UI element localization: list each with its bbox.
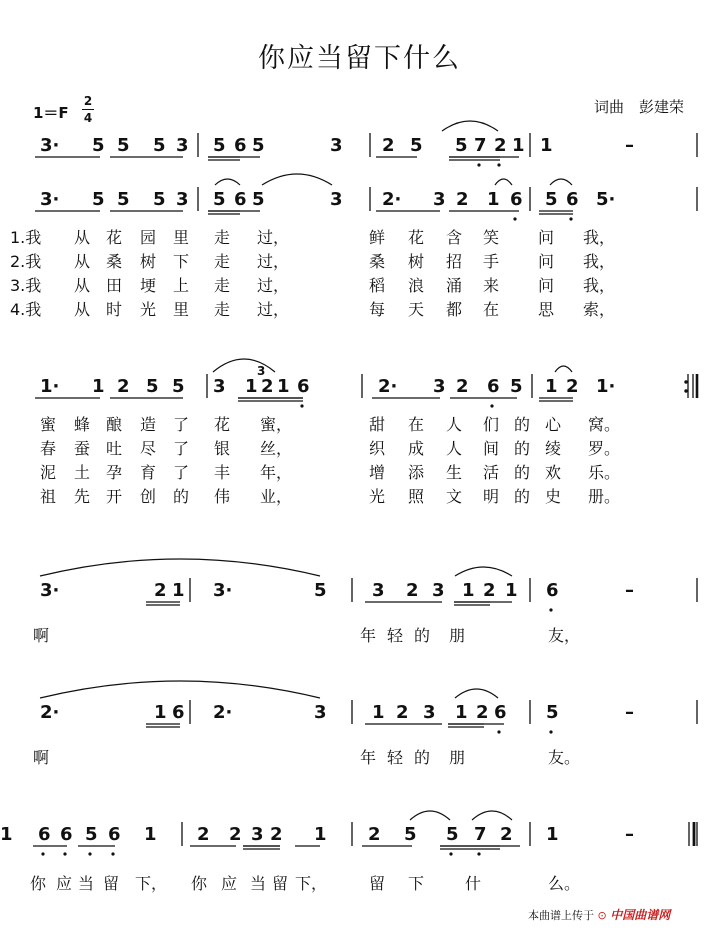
note-0-1-3: 3 — [330, 135, 343, 156]
lower-octave-dot — [111, 852, 114, 855]
note-0-2-1: 5 — [410, 135, 423, 156]
lyric-2-3-8: 照 — [408, 487, 425, 506]
note-5-0-1: 6 — [60, 824, 73, 845]
lyric-1-2-7: 稻 — [369, 276, 386, 295]
lyric-1-0-2: 花 — [106, 228, 123, 247]
lyric-2-0-9: 人 — [446, 415, 463, 434]
note-2-3-1: 2 — [566, 376, 579, 397]
note-1-2-3: 1 — [487, 189, 500, 210]
lyric-2-0-3: 造 — [140, 415, 157, 434]
lyric-1-1-1: 从 — [74, 252, 91, 271]
note-5-3-0: 1 — [546, 824, 559, 845]
note-2-2-4: 5 — [510, 376, 523, 397]
lyric-1-2-11: 问 — [538, 276, 555, 295]
lyric-2-2-4: 了 — [173, 463, 190, 482]
lyric-1-1-11: 问 — [538, 252, 555, 271]
note-5-1-1: 2 — [229, 824, 242, 845]
lyric-1-3-5: 走 — [214, 300, 231, 319]
note-0-2-5: 1 — [512, 135, 525, 156]
lower-octave-dot — [549, 730, 552, 733]
lyric-2-0-8: 在 — [408, 415, 425, 434]
lyric-2-2-5: 丰 — [214, 463, 231, 482]
lyric-1-3-3: 光 — [140, 300, 157, 319]
note-3-2-5: 1 — [505, 580, 518, 601]
note-0-3-1: – — [625, 135, 634, 156]
note-4-0-2: 6 — [172, 702, 185, 723]
note-1-0-4: 3 — [176, 189, 189, 210]
note-2-2-1: 3 — [433, 376, 446, 397]
note-2-1-2: 2 — [261, 376, 274, 397]
key-signature: 1＝F — [33, 104, 69, 122]
lyric-1-3-4: 里 — [173, 300, 190, 319]
lyric-5-0-12: 什 — [465, 874, 482, 893]
lower-octave-dot — [477, 163, 480, 166]
lyric-1-1-5: 走 — [214, 252, 231, 271]
lyric-3-0-5: 友， — [548, 626, 581, 645]
lyric-2-3-4: 的 — [173, 487, 190, 506]
note-0-0-1: 5 — [92, 135, 105, 156]
lyric-3-0-4: 朋 — [449, 626, 466, 645]
lyric-2-3-3: 创 — [140, 487, 157, 506]
note-4-3-0: 5 — [546, 702, 559, 723]
lyric-2-3-12: 史 — [545, 487, 562, 506]
note-3-2-0: 3 — [372, 580, 385, 601]
lyric-2-3-5: 伟 — [214, 487, 231, 506]
triplet-mark: 3 — [257, 364, 266, 378]
lyric-2-2-12: 欢 — [545, 463, 562, 482]
note-3-3-0: 6 — [546, 580, 559, 601]
song-title: 你应当留下什么 — [258, 43, 461, 74]
lyric-5-0-6: 应 — [221, 874, 238, 893]
time-signature-top: 2 — [83, 94, 93, 108]
lyric-3-0-3: 的 — [414, 626, 431, 645]
slur-arc — [472, 811, 512, 820]
lyric-2-0-13: 窝。 — [588, 415, 621, 434]
lower-octave-dot — [490, 404, 493, 407]
note-3-2-3: 1 — [462, 580, 475, 601]
lyric-1-2-0: 3.我 — [10, 276, 42, 295]
note-0-2-0: 2 — [382, 135, 395, 156]
note-3-0-2: 1 — [172, 580, 185, 601]
lyric-1-1-2: 桑 — [106, 252, 123, 271]
note-2-0-1: 1 — [92, 376, 105, 397]
note-5-2-0: 2 — [368, 824, 381, 845]
lyric-2-1-10: 间 — [483, 439, 500, 458]
note-5-1-3: 2 — [270, 824, 283, 845]
lyric-2-1-6: 丝， — [260, 439, 293, 458]
lyric-1-3-1: 从 — [74, 300, 91, 319]
lyric-3-0-2: 轻 — [387, 626, 404, 645]
note-4-2-1: 2 — [396, 702, 409, 723]
lyric-5-0-8: 留 — [272, 874, 289, 893]
note-0-0-4: 3 — [176, 135, 189, 156]
note-1-2-1: 3 — [433, 189, 446, 210]
lyric-1-1-9: 招 — [446, 252, 463, 271]
lyric-2-1-5: 银 — [214, 439, 231, 458]
note-1-1-1: 6 — [234, 189, 247, 210]
note-0-2-3: 7 — [474, 135, 487, 156]
lyric-2-3-9: 文 — [446, 487, 463, 506]
repeat-dot — [684, 380, 687, 383]
note-3-3-1: – — [625, 580, 634, 601]
slur-arc — [442, 121, 498, 131]
note-4-2-4: 2 — [476, 702, 489, 723]
lyric-1-2-1: 从 — [74, 276, 91, 295]
note-5-2-4: 2 — [500, 824, 513, 845]
note-1-0-3: 5 — [153, 189, 166, 210]
note-0-1-2: 5 — [252, 135, 265, 156]
lyric-2-0-7: 甜 — [369, 415, 386, 434]
lyric-1-2-12: 我， — [583, 276, 616, 295]
note-2-0-0: 1· — [40, 376, 60, 397]
time-signature-bottom: 4 — [83, 111, 93, 125]
lyric-1-1-8: 树 — [408, 252, 425, 271]
note-0-0-3: 5 — [153, 135, 166, 156]
lyric-2-1-2: 吐 — [106, 439, 123, 458]
note-2-0-2: 2 — [117, 376, 130, 397]
lyric-1-2-4: 上 — [173, 276, 190, 295]
slur-arc — [40, 559, 320, 576]
lyric-3-0-1: 年 — [360, 626, 377, 645]
note-1-1-2: 5 — [252, 189, 265, 210]
note-5-1-2: 3 — [251, 824, 264, 845]
note-5-2-1: 5 — [404, 824, 417, 845]
composer-credit: 词曲 彭建荣 — [594, 98, 685, 116]
lyric-2-2-2: 孕 — [106, 463, 123, 482]
lyric-2-3-13: 册。 — [588, 487, 621, 506]
note-4-0-1: 1 — [154, 702, 167, 723]
lyric-1-3-9: 都 — [446, 300, 463, 319]
lyric-5-0-7: 当 — [250, 874, 267, 893]
note-5-0-4: 1 — [144, 824, 157, 845]
note-4-0-0: 2· — [40, 702, 60, 723]
lyric-1-0-8: 花 — [408, 228, 425, 247]
lyric-1-3-11: 思 — [538, 300, 555, 319]
note-4-2-3: 1 — [455, 702, 468, 723]
lyric-5-0-3: 留 — [103, 874, 120, 893]
lyric-2-1-1: 蚕 — [74, 439, 91, 458]
note-5-0-2: 5 — [85, 824, 98, 845]
lyric-2-3-2: 开 — [106, 487, 123, 506]
note-2-2-0: 2· — [378, 376, 398, 397]
lyric-1-2-2: 田 — [106, 276, 123, 295]
lyric-4-0-0: 啊 — [33, 748, 50, 767]
lower-octave-dot — [41, 852, 44, 855]
lyric-1-3-8: 天 — [408, 300, 425, 319]
lyric-2-2-9: 生 — [446, 463, 463, 482]
lyric-1-3-10: 在 — [483, 300, 500, 319]
lower-octave-dot — [549, 608, 552, 611]
lyric-1-0-10: 笑 — [483, 228, 500, 247]
lyric-2-0-5: 花 — [214, 415, 231, 434]
lower-octave-dot — [63, 852, 66, 855]
lyric-2-1-3: 尽 — [140, 439, 157, 458]
upload-footer — [528, 906, 670, 923]
lyric-1-1-6: 过， — [257, 252, 290, 271]
lyric-2-2-13: 乐。 — [588, 463, 621, 482]
lyric-4-0-4: 朋 — [449, 748, 466, 767]
note-2-2-2: 2 — [456, 376, 469, 397]
note-1-1-0: 5 — [213, 189, 226, 210]
lyric-2-3-11: 的 — [514, 487, 531, 506]
note-2-1-4: 6 — [297, 376, 310, 397]
note-0-1-0: 5 — [213, 135, 226, 156]
slur-arc — [555, 366, 572, 372]
footer-text: 本曲谱上传于 — [528, 909, 594, 922]
lyric-3-0-0: 啊 — [33, 626, 50, 645]
note-0-2-4: 2 — [494, 135, 507, 156]
lyric-5-0-4: 下， — [135, 874, 168, 893]
lyric-2-2-1: 土 — [74, 463, 91, 482]
lyric-1-1-0: 2.我 — [10, 252, 42, 271]
lyric-2-0-2: 酿 — [106, 415, 123, 434]
note-1-2-2: 2 — [456, 189, 469, 210]
note-4-2-5: 6 — [494, 702, 507, 723]
lyric-2-0-10: 们 — [483, 415, 500, 434]
note-1-0-1: 5 — [92, 189, 105, 210]
note-5-0-0: 6 — [38, 824, 51, 845]
lyric-2-1-7: 织 — [369, 439, 386, 458]
note-5-1-0: 2 — [197, 824, 210, 845]
note-1-0-2: 5 — [117, 189, 130, 210]
lyric-4-0-1: 年 — [360, 748, 377, 767]
lower-octave-dot — [569, 217, 572, 220]
note-0-0-2: 5 — [117, 135, 130, 156]
lyric-1-1-4: 下 — [173, 252, 190, 271]
lyric-5-0-5: 你 — [191, 874, 208, 893]
lower-octave-dot — [300, 404, 303, 407]
note-2-1-3: 1 — [277, 376, 290, 397]
slur-arc — [495, 179, 512, 185]
lyric-4-0-5: 友。 — [548, 748, 581, 767]
note-1-3-2: 5· — [596, 189, 616, 210]
lyric-1-2-6: 过， — [257, 276, 290, 295]
lyric-2-2-8: 添 — [408, 463, 425, 482]
lyric-5-0-10: 留 — [369, 874, 386, 893]
lyric-2-1-0: 春 — [40, 439, 57, 458]
lyric-1-0-7: 鲜 — [369, 228, 386, 247]
note-2-3-2: 1· — [596, 376, 616, 397]
note-0-2-2: 5 — [455, 135, 468, 156]
note-2-1-0: 3 — [213, 376, 226, 397]
lyric-2-0-6: 蜜， — [260, 415, 293, 434]
slur-arc — [215, 179, 240, 185]
note-5-2-2: 5 — [446, 824, 459, 845]
note-2-0-3: 5 — [146, 376, 159, 397]
lyric-2-2-10: 活 — [483, 463, 500, 482]
lyric-1-3-12: 索， — [583, 300, 616, 319]
note-2-0-4: 5 — [172, 376, 185, 397]
lyric-1-3-7: 每 — [369, 300, 386, 319]
note-3-2-4: 2 — [483, 580, 496, 601]
note-1-1-3: 3 — [330, 189, 343, 210]
note-2-1-1: 1 — [245, 376, 258, 397]
lyric-1-0-12: 我， — [583, 228, 616, 247]
note-1-0-0: 3· — [40, 189, 60, 210]
lyric-1-1-3: 树 — [140, 252, 157, 271]
lyric-2-2-0: 泥 — [40, 463, 57, 482]
lyric-2-2-3: 育 — [140, 463, 157, 482]
lyric-1-3-6: 过， — [257, 300, 290, 319]
lyric-5-0-11: 下 — [408, 874, 425, 893]
lyric-1-0-11: 问 — [538, 228, 555, 247]
note-1-2-0: 2· — [382, 189, 402, 210]
lyric-1-2-3: 埂 — [140, 276, 157, 295]
lyric-2-0-1: 蜂 — [74, 415, 91, 434]
lyric-1-0-9: 含 — [446, 228, 463, 247]
lyric-5-0-0: 你 — [30, 874, 47, 893]
note-4-2-0: 1 — [372, 702, 385, 723]
lyric-2-0-12: 心 — [545, 415, 562, 434]
note-2-2-3: 6 — [487, 376, 500, 397]
repeat-dot — [684, 389, 687, 392]
lyric-5-0-1: 应 — [56, 874, 73, 893]
lyric-2-1-11: 的 — [514, 439, 531, 458]
slur-arc — [550, 179, 572, 185]
lyric-1-3-2: 时 — [106, 300, 123, 319]
lyric-2-0-11: 的 — [514, 415, 531, 434]
lyric-1-3-0: 4.我 — [10, 300, 42, 319]
lyric-5-0-9: 下， — [295, 874, 328, 893]
slur-arc — [455, 567, 512, 576]
note-5-2-5: 1 — [0, 824, 13, 845]
lyric-2-3-0: 祖 — [40, 487, 57, 506]
lyric-4-0-3: 的 — [414, 748, 431, 767]
lyric-1-0-0: 1.我 — [10, 228, 42, 247]
lyric-2-0-4: 了 — [173, 415, 190, 434]
lyric-2-2-6: 年， — [260, 463, 293, 482]
lower-octave-dot — [513, 217, 516, 220]
lyric-2-1-12: 绫 — [545, 439, 562, 458]
lyric-2-2-7: 增 — [369, 463, 386, 482]
lyric-2-3-6: 业， — [260, 487, 293, 506]
lyric-1-1-10: 手 — [483, 252, 500, 271]
note-3-1-1: 5 — [314, 580, 327, 601]
lower-octave-dot — [497, 730, 500, 733]
lyric-1-1-7: 桑 — [369, 252, 386, 271]
slur-arc — [213, 359, 275, 372]
lyric-1-0-5: 走 — [214, 228, 231, 247]
lyric-2-0-0: 蜜 — [40, 415, 57, 434]
lower-octave-dot — [88, 852, 91, 855]
lyric-1-2-9: 涌 — [446, 276, 463, 295]
slur-arc — [410, 811, 450, 820]
lyric-1-2-8: 浪 — [408, 276, 425, 295]
note-4-1-0: 2· — [213, 702, 233, 723]
slur-arc — [262, 174, 332, 185]
note-5-1-4: 1 — [314, 824, 327, 845]
lyric-2-1-13: 罗。 — [588, 439, 621, 458]
slur-arc — [40, 681, 320, 698]
note-1-2-4: 6 — [510, 189, 523, 210]
lyric-2-3-7: 光 — [369, 487, 386, 506]
note-1-3-1: 6 — [566, 189, 579, 210]
note-5-3-1: – — [625, 824, 634, 845]
note-2-3-0: 1 — [545, 376, 558, 397]
lower-octave-dot — [497, 163, 500, 166]
lower-octave-dot — [449, 852, 452, 855]
note-5-0-3: 6 — [108, 824, 121, 845]
lyric-1-0-3: 园 — [140, 228, 157, 247]
lyric-2-2-11: 的 — [514, 463, 531, 482]
lyric-2-3-1: 先 — [74, 487, 91, 506]
lyric-5-0-13: 么。 — [548, 874, 581, 893]
footer-brand: 中国曲谱网 — [610, 908, 671, 922]
note-0-0-0: 3· — [40, 135, 60, 156]
lyric-1-0-4: 里 — [173, 228, 190, 247]
note-0-1-1: 6 — [234, 135, 247, 156]
lyric-1-0-1: 从 — [74, 228, 91, 247]
note-4-3-1: – — [625, 702, 634, 723]
slur-arc — [455, 689, 498, 698]
lyric-2-1-9: 人 — [446, 439, 463, 458]
note-3-1-0: 3· — [213, 580, 233, 601]
note-1-3-0: 5 — [545, 189, 558, 210]
lyric-1-0-6: 过， — [257, 228, 290, 247]
lower-octave-dot — [477, 852, 480, 855]
lyric-1-2-10: 来 — [483, 276, 500, 295]
lyric-2-3-10: 明 — [483, 487, 500, 506]
lyric-1-2-5: 走 — [214, 276, 231, 295]
note-3-0-0: 3· — [40, 580, 60, 601]
note-4-2-2: 3 — [423, 702, 436, 723]
lyric-2-1-8: 成 — [408, 439, 425, 458]
note-3-2-2: 3 — [432, 580, 445, 601]
lyric-5-0-2: 当 — [78, 874, 95, 893]
lyric-1-1-12: 我， — [583, 252, 616, 271]
lyric-2-1-4: 了 — [173, 439, 190, 458]
note-3-2-1: 2 — [406, 580, 419, 601]
note-0-3-0: 1 — [540, 135, 553, 156]
site-logo-icon: ⊙ — [597, 909, 607, 922]
note-5-2-3: 7 — [474, 824, 487, 845]
lyric-4-0-2: 轻 — [387, 748, 404, 767]
note-3-0-1: 2 — [154, 580, 167, 601]
note-4-1-1: 3 — [314, 702, 327, 723]
